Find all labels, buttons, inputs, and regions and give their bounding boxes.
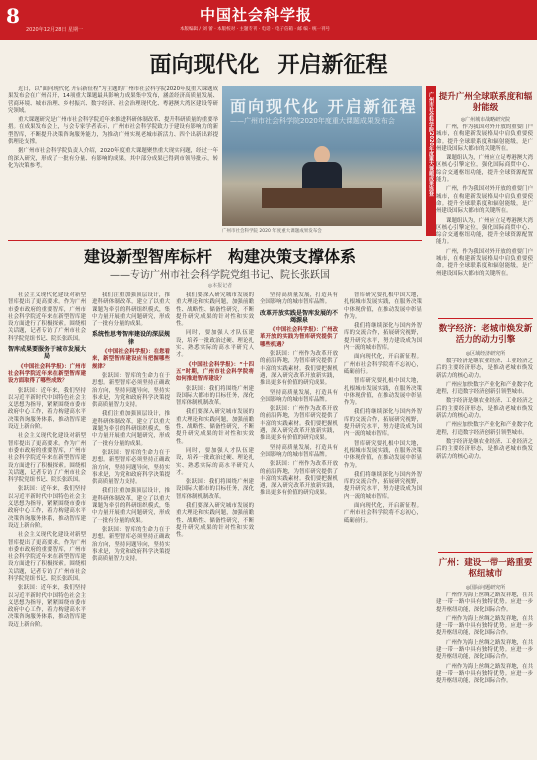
interview-paragraph: 我们将继续深化与国内外智库的交流合作，拓展研究视野，提升研究水平，努力建设成为国内一流的城市智库。 — [344, 471, 422, 500]
interview-question: 《中国社会科学报》：在您看来，新型智库建设应当把握哪些规律？ — [92, 349, 170, 370]
interview-column-2 — [92, 292, 170, 752]
sidebar-paragraph: 广州，作为我国对外开放的重要门户城市，在构建新发展格局中肩负重要使命。提升全球联系度和辐射能级，是广州建设国际大都市的关键所在。 — [436, 186, 533, 215]
interview-question: 《中国社会科学报》：“十四五”时期，广州市社会科学院将如何推进智库建设？ — [176, 361, 254, 383]
sidebar-paragraph: 广州应加快数字产业化和产业数字化进程，打造数字经济创新引领型城市。 — [436, 422, 533, 436]
interview-paragraph: 坚持高质量发展，打造具有全国影响力的城市智库品牌。 — [260, 389, 338, 403]
interview-paragraph: 我们将继续深化与国内外智库的交流合作，拓展研究视野，提升研究水平，努力建设成为国内一流的城市智库。 — [344, 323, 422, 352]
interview-subheading: 改革开放实践是智库发展的不竭源泉 — [260, 309, 338, 324]
sidebar-article2-title: 数字经济：老城市焕发新活力的动力引擎 — [438, 324, 533, 345]
interview-paragraph: 张跃国：我们将围绕广州建设国际大都市的目标任务，深化智库体制机制改革。 — [176, 479, 254, 500]
interview-divider — [8, 240, 422, 241]
interview-paragraph: 张跃国：广州作为改革开放的前沿阵地，为智库研究提供了丰富的实践素材。我们要把握机遇，深入研究改革开放新实践，推出更多有价值的研究成果。 — [260, 461, 338, 497]
lead-paragraph: 近日，以“面向现代化 开启新征程”为主题的广州市社会科学院2020年度重大课题成果发布会在广州召开，14项重大课题最具影响力成果集中发布，涵盖经济高质量发展、营商环境、城市治理、乡村振兴、数字经济、社会治理现代化、粤港澳大湾区建设等研究领域。 — [8, 86, 218, 114]
sidebar-paragraph: 广州作为海上丝绸之路发祥地，在共建一带一路中具有独特优势。应进一步提升枢纽功能，深化国际合作。 — [436, 592, 533, 613]
interview-paragraph: 面向现代化，开启新征程。广州市社会科学院将不忘初心，砥砺前行。 — [344, 354, 422, 375]
sidebar-divider — [438, 552, 533, 553]
sidebar-article3-body — [436, 592, 533, 752]
interview-subheading: 系统性思考智库建设的深层规律 — [92, 331, 170, 346]
interview-paragraph: 面向现代化，开启新征程。广州市社会科学院将不忘初心，砥砺前行。 — [344, 503, 422, 524]
sidebar-paragraph: 广州作为海上丝绸之路发祥地，在共建一带一路中具有独特优势。应进一步提升枢纽功能，深化国际合作。 — [436, 639, 533, 661]
speaker-figure — [292, 146, 352, 208]
interview-column-3 — [176, 292, 254, 752]
sidebar-article2-body — [436, 358, 533, 548]
sidebar-paragraph: 广州应加快数字产业化和产业数字化进程，打造数字经济创新引领型城市。 — [436, 381, 533, 396]
interview-paragraph: 社会主义现代化建设对新型智库提出了更高要求。作为广州市委市政府的重要智库，广州市社会科学院近年来在新型智库建设方面进行了积极探索。围绕相关话题，记者专访了广州市社会科学院党组书记、院长张跃国。 — [8, 532, 86, 582]
interview-column-5 — [344, 292, 422, 752]
masthead — [0, 0, 537, 40]
main-title — [0, 48, 537, 79]
interview-paragraph: 社会主义现代化建设对新型智库提出了更高要求。作为广州市委市政府的重要智库，广州市社会科学院近年来在新型智库建设方面进行了积极探索。围绕相关话题，记者专访了广州市社会科学院党组书记、院长张跃国。 — [8, 433, 86, 484]
interview-question: 《中国社会科学报》：广州市社会科学院近年来在新型智库建设方面取得了哪些成效？ — [8, 363, 86, 385]
interview-paragraph: 张跃国：智库的生命力在于思想。新型智库必须坚持正确政治方向，坚持问题导向，坚持实事求是，为党和政府科学决策提供高质量智力支持。 — [92, 526, 170, 563]
interview-paragraph: 我们注重加强顶层设计，推进科研体制改革，建立了以重大课题为牵引的科研组织模式，集中力量开展重大问题研究，形成了一批有分量的成果。 — [92, 488, 170, 524]
interview-paragraph: 张跃国：近年来，我们坚持以习近平新时代中国特色社会主义思想为指导，紧紧围绕市委市政府中心工作，着力构建高水平决策咨询服务体系，推动智库建设迈上新台阶。 — [8, 585, 86, 628]
interview-column-4 — [260, 292, 338, 752]
interview-paragraph: 我们要深入研究城市发展的重大理论和实践问题，加强前瞻性、战略性、储备性研究，不断提升研究成果的针对性和实效性。 — [176, 292, 254, 328]
lead-article — [8, 86, 218, 236]
interview-paragraph: 张跃国：广州作为改革开放的前沿阵地，为智库研究提供了丰富的实践素材。我们要把握机遇，深入研究改革开放新实践，推出更多有价值的研究成果。 — [260, 351, 338, 387]
main-title-right: 开启新征程 — [277, 52, 388, 78]
interview-author: ◎本报记者 — [207, 283, 233, 289]
interview-subtitle: ——专访广州市社会科学院党组书记、院长张跃国 — [110, 270, 330, 281]
sidebar-paragraph: 课题组认为，广州应立足粤港澳大湾区核心引擎定位，强化国际商贸中心、综合交通枢纽功能，提升全球资源配置能力。 — [436, 155, 533, 184]
sidebar-divider — [438, 318, 533, 319]
sidebar-paragraph: 课题组认为，广州应立足粤港澳大湾区核心引擎定位，强化国际商贸中心、综合交通枢纽功能，提升全球资源配置能力。 — [436, 217, 533, 246]
interview-column-1 — [8, 292, 86, 752]
sidebar-paragraph: 数字经济是继农业经济、工业经济之后的主要经济形态，是推动老城市焕发新活力的核心动力。 — [436, 358, 533, 379]
sidebar-article3-byline: ◎国际问题研究所 — [465, 585, 506, 591]
interview-title: 建设新型智库标杆 构建决策支撑体系 — [83, 247, 356, 266]
interview-paragraph: 智库研究要扎根中国大地，扎根城市发展实践，在服务决策中体现价值，在推动发展中彰显作为。 — [344, 292, 422, 320]
interview-paragraph: 社会主义现代化建设对新型智库提出了更高要求。作为广州市委市政府的重要智库，广州市社会科学院近年来在新型智库建设方面进行了积极探索。围绕相关话题，记者专访了广州市社会科学院党组书记、院长张跃国。 — [8, 292, 86, 342]
interview-paragraph: 我们注重加强顶层设计，推进科研体制改革，建立了以重大课题为牵引的科研组织模式，集中力量开展重大问题研究，形成了一批有分量的成果。 — [92, 411, 170, 447]
interview-paragraph: 智库研究要扎根中国大地，扎根城市发展实践，在服务决策中体现价值，在推动发展中彰显作为。 — [344, 378, 422, 407]
interview-paragraph: 同时，要加强人才队伍建设，培养一批政治过硬、理论扎实、熟悉实际的高水平研究人才。 — [176, 447, 254, 476]
page-number: 8 — [6, 4, 20, 28]
photo-banner-text: 面向现代化 开启新征程 — [230, 97, 418, 116]
photo-caption: 广州市社会科学院 2020 年度重大课题成果发布会 — [222, 229, 322, 234]
sidebar-paragraph: 广州，作为我国对外开放的重要门户城市，在构建新发展格局中肩负重要使命。提升全球联系度和辐射能级，是广州建设国际大都市的关键所在。 — [436, 124, 533, 152]
lead-paragraph: 重大课题研究是广州市社会科学院近年来推进科研体制改革、提升科研质量的重要举措。在成果发布会上，与会专家学者表示，广州市社会科学院致力于建设有影响力的新型智库，不断提升决策咨询服务能力，为推动广州实现老城市新活力、四个出新出彩提供理论支撑。 — [8, 117, 218, 146]
interview-paragraph: 我们注重加强顶层设计，推进科研体制改革，建立了以重大课题为牵引的科研组织模式，集中力量开展重大问题研究，形成了一批有分量的成果。 — [92, 292, 170, 328]
sidebar-paragraph: 广州作为海上丝绸之路发祥地，在共建一带一路中具有独特优势。应进一步提升枢纽功能，深化国际合作。 — [436, 615, 533, 637]
event-photo — [222, 86, 422, 226]
photo-banner-subtitle: ——广州市社会科学院2020年度重大课题成果发布会 — [230, 117, 395, 125]
interview-paragraph: 张跃国：近年来，我们坚持以习近平新时代中国特色社会主义思想为指导，紧紧围绕市委市政府中心工作，着力构建高水平决策咨询服务体系，推动智库建设迈上新台阶。 — [8, 486, 86, 529]
sidebar-article1-title: 提升广州全球联系度和辐射能级 — [438, 92, 533, 113]
interview-paragraph: 张跃国：近年来，我们坚持以习近平新时代中国特色社会主义思想为指导，紧紧围绕市委市政府中心工作，着力构建高水平决策咨询服务体系，推动智库建设迈上新台阶。 — [8, 387, 86, 431]
issue-date: 2020年12月28日 星期一 — [26, 27, 84, 33]
interview-paragraph: 张跃国：智库的生命力在于思想。新型智库必须坚持正确政治方向，坚持问题导向，坚持实事求是，为党和政府科学决策提供高质量智力支持。 — [92, 449, 170, 486]
interview-paragraph: 张跃国：智库的生命力在于思想。新型智库必须坚持正确政治方向，坚持问题导向，坚持实事求是，为党和政府科学决策提供高质量智力支持。 — [92, 372, 170, 409]
sidebar-paragraph: 广州，作为我国对外开放的重要门户城市，在构建新发展格局中肩负重要使命。提升全球联系度和辐射能级，是广州建设国际大都市的关键所在。 — [436, 248, 533, 277]
paper-name: 中国社会科学报 — [200, 6, 313, 24]
sidebar-article2-byline: ◎区域经济研究所 — [465, 351, 506, 357]
sidebar-paragraph: 广州作为海上丝绸之路发祥地，在共建一带一路中具有独特优势。应进一步提升枢纽功能，深化国际合作。 — [436, 663, 533, 685]
interview-paragraph: 我们要深入研究城市发展的重大理论和实践问题，加强前瞻性、战略性、储备性研究，不断提升研究成果的针对性和实效性。 — [176, 503, 254, 539]
interview-paragraph: 坚持高质量发展，打造具有全国影响力的城市智库品牌。 — [260, 444, 338, 458]
sidebar-vertical-label: 广州市社会科学院2020年度重大课题成果选登 — [428, 92, 434, 196]
interview-paragraph: 坚持高质量发展，打造具有全国影响力的城市智库品牌。 — [260, 292, 338, 306]
sidebar-article1-body — [436, 124, 533, 314]
interview-paragraph: 张跃国：我们将围绕广州建设国际大都市的目标任务，深化智库体制机制改革。 — [176, 385, 254, 407]
sidebar-article1-byline: ◎广州城市战略研究院 — [460, 117, 511, 123]
main-title-left: 面向现代化 — [149, 52, 260, 78]
sidebar-paragraph: 数字经济是继农业经济、工业经济之后的主要经济形态，是推动老城市焕发新活力的核心动力。 — [436, 398, 533, 420]
interview-paragraph: 张跃国：广州作为改革开放的前沿阵地，为智库研究提供了丰富的实践素材。我们要把握机遇，深入研究改革开放新实践，推出更多有价值的研究成果。 — [260, 406, 338, 442]
sidebar-paragraph: 数字经济是继农业经济、工业经济之后的主要经济形态，是推动老城市焕发新活力的核心动力。 — [436, 438, 533, 460]
interview-paragraph: 我们将继续深化与国内外智库的交流合作，拓展研究视野，提升研究水平，努力建设成为国内一流的城市智库。 — [344, 409, 422, 438]
interview-paragraph: 同时，要加强人才队伍建设，培养一批政治过硬、理论扎实、熟悉实际的高水平研究人才。 — [176, 330, 254, 359]
masthead-info: 本版编辑 / 刘 蕾 · 本版校对 · 主题专刊 · 电话 · 电子信箱 · 邮 编 · 统一刊号 — [180, 27, 330, 32]
interview-question: 《中国社会科学报》：广州改革开放的实践为智库研究提供了哪些机遇？ — [260, 327, 338, 348]
lead-paragraph: 据广州市社会科学院负责人介绍，2020年度重大课题聚焦重大现实问题，经过一年的深入研究，形成了一批有分量、有影响的成果，其中部分成果已得到市领导批示，转化为决策参考。 — [8, 148, 218, 169]
interview-subheading: 智库成果要服务于城市发展大局 — [8, 346, 86, 361]
interview-paragraph: 我们要深入研究城市发展的重大理论和实践问题，加强前瞻性、战略性、储备性研究，不断提升研究成果的针对性和实效性。 — [176, 409, 254, 445]
sidebar-article3-title: 广州：建设一带一路重要枢纽城市 — [438, 558, 533, 579]
interview-paragraph: 智库研究要扎根中国大地，扎根城市发展实践，在服务决策中体现价值，在推动发展中彰显作为。 — [344, 440, 422, 469]
